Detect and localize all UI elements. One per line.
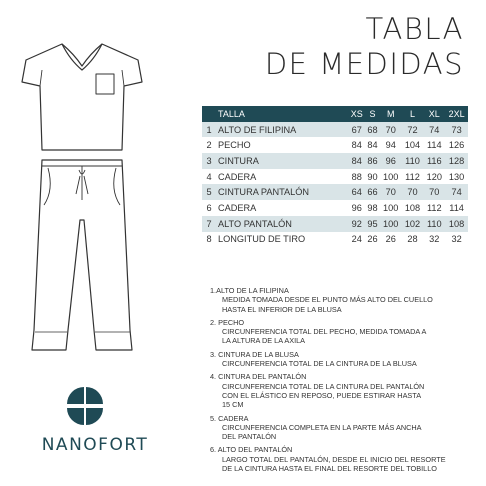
row-value: 84 [348, 153, 365, 169]
note-line: MEDIDA TOMADA DESDE EL PUNTO MÁS ALTO DEL CUELLO [222, 295, 433, 305]
row-value: 84 [365, 137, 380, 153]
row-value: 112 [402, 169, 424, 185]
table-row [202, 216, 468, 232]
header-size: S [365, 106, 380, 122]
row-value: 98 [365, 200, 380, 216]
table-body [202, 122, 468, 248]
row-value: 108 [402, 200, 424, 216]
row-value: 70 [380, 184, 402, 200]
header-size: M [380, 106, 402, 122]
table-row [202, 153, 468, 169]
row-value: 70 [402, 184, 424, 200]
row-value: 100 [380, 200, 402, 216]
row-value: 67 [348, 122, 365, 138]
row-value: 70 [423, 184, 445, 200]
row-number: 3 [202, 153, 216, 169]
row-value: 114 [445, 200, 468, 216]
brand-name: NANOFORT [41, 435, 149, 455]
note-item [210, 318, 480, 346]
row-value: 116 [423, 153, 445, 169]
row-value: 100 [380, 169, 402, 185]
header-size: 2XL [445, 106, 468, 122]
row-value: 130 [445, 169, 468, 185]
row-value: 66 [365, 184, 380, 200]
size-table [202, 106, 468, 247]
title-line-1: TABLA [365, 12, 464, 46]
row-value: 128 [445, 153, 468, 169]
row-measure-name: CINTURA [216, 153, 348, 169]
blouse-drawing [22, 44, 142, 150]
row-value: 74 [445, 184, 468, 200]
note-item [210, 414, 480, 442]
note-item [210, 350, 480, 369]
note-title: 5. CADERA [210, 413, 249, 423]
row-measure-name: PECHO [216, 137, 348, 153]
table-row [202, 122, 468, 138]
row-measure-name: LONGITUD DE TIRO [216, 232, 348, 248]
row-measure-name: ALTO DE FILIPINA [216, 122, 348, 138]
note-title: 6. ALTO DEL PANTALÓN [210, 445, 293, 455]
row-value: 96 [380, 153, 402, 169]
row-value: 32 [423, 232, 445, 248]
note-title: 3. CINTURA DE LA BLUSA [210, 349, 299, 359]
row-value: 88 [348, 169, 365, 185]
nanofort-logo-icon [66, 387, 104, 425]
table-row [202, 232, 468, 248]
table-row [202, 200, 468, 216]
header-size: XS [348, 106, 365, 122]
row-measure-name: CADERA [216, 169, 348, 185]
row-number: 2 [202, 137, 216, 153]
table-row [202, 137, 468, 153]
row-number: 7 [202, 216, 216, 232]
row-value: 126 [445, 137, 468, 153]
pants-drawing [32, 160, 132, 350]
row-value: 92 [348, 216, 365, 232]
row-value: 68 [365, 122, 380, 138]
row-measure-name: CINTURA PANTALÓN [216, 184, 348, 200]
header-talla: TALLA [202, 106, 348, 122]
measurement-notes [210, 286, 480, 477]
note-line: HASTA EL INFERIOR DE LA BLUSA [222, 304, 342, 314]
note-title: 2. PECHO [210, 317, 245, 327]
row-value: 95 [365, 216, 380, 232]
note-title: 4. CINTURA DEL PANTALÓN [210, 372, 307, 382]
row-value: 94 [380, 137, 402, 153]
title-line-2: DE MEDIDAS [264, 47, 464, 81]
row-value: 74 [423, 122, 445, 138]
row-measure-name: ALTO PANTALÓN [216, 216, 348, 232]
row-value: 84 [348, 137, 365, 153]
note-line: LA ALTURA DE LA AXILA [222, 336, 306, 346]
note-line: CIRCUNFERENCIA TOTAL DE LA CINTURA DE LA BLUSA [222, 359, 417, 369]
row-value: 120 [423, 169, 445, 185]
row-number: 5 [202, 184, 216, 200]
row-value: 24 [348, 232, 365, 248]
note-line: DEL PANTALÓN [222, 432, 277, 442]
note-line: CON EL ELÁSTICO EN REPOSO, PUEDE ESTIRAR HASTA [222, 390, 422, 400]
row-value: 108 [445, 216, 468, 232]
table-header-row [202, 106, 468, 122]
row-value: 32 [445, 232, 468, 248]
note-item [210, 286, 480, 314]
row-number: 4 [202, 169, 216, 185]
note-line: CIRCUNFERENCIA TOTAL DEL PECHO, MEDIDA TOMADA A [222, 327, 427, 337]
row-value: 90 [365, 169, 380, 185]
note-line: 15 CM [222, 400, 244, 410]
table-row [202, 169, 468, 185]
row-value: 64 [348, 184, 365, 200]
garment-illustration [0, 0, 200, 380]
page-title [265, 12, 464, 82]
row-value: 70 [380, 122, 402, 138]
row-number: 1 [202, 122, 216, 138]
row-value: 26 [380, 232, 402, 248]
note-line: CIRCUNFERENCIA TOTAL DE LA CINTURA DEL PANTALÓN [222, 381, 425, 391]
row-number: 6 [202, 200, 216, 216]
table-row [202, 184, 468, 200]
note-line: LARGO TOTAL DEL PANTALÓN, DESDE EL INICIO DEL RESORTE [222, 454, 446, 464]
row-value: 86 [365, 153, 380, 169]
row-value: 102 [402, 216, 424, 232]
note-item [210, 372, 480, 409]
row-value: 110 [402, 153, 424, 169]
row-value: 28 [402, 232, 424, 248]
row-value: 72 [402, 122, 424, 138]
row-value: 73 [445, 122, 468, 138]
note-line: CIRCUNFERENCIA COMPLETA EN LA PARTE MÁS ANCHA [222, 422, 422, 432]
row-value: 104 [402, 137, 424, 153]
header-size: XL [423, 106, 445, 122]
row-value: 114 [423, 137, 445, 153]
note-item [210, 445, 480, 473]
row-measure-name: CADERA [216, 200, 348, 216]
row-value: 110 [423, 216, 445, 232]
note-title: 1.ALTO DE LA FILIPINA [210, 286, 289, 295]
row-value: 96 [348, 200, 365, 216]
row-value: 26 [365, 232, 380, 248]
note-line: DE LA CINTURA HASTA EL FINAL DEL RESORTE DEL TOBILLO [222, 464, 437, 474]
row-value: 100 [380, 216, 402, 232]
row-number: 8 [202, 232, 216, 248]
header-size: L [402, 106, 424, 122]
row-value: 112 [423, 200, 445, 216]
